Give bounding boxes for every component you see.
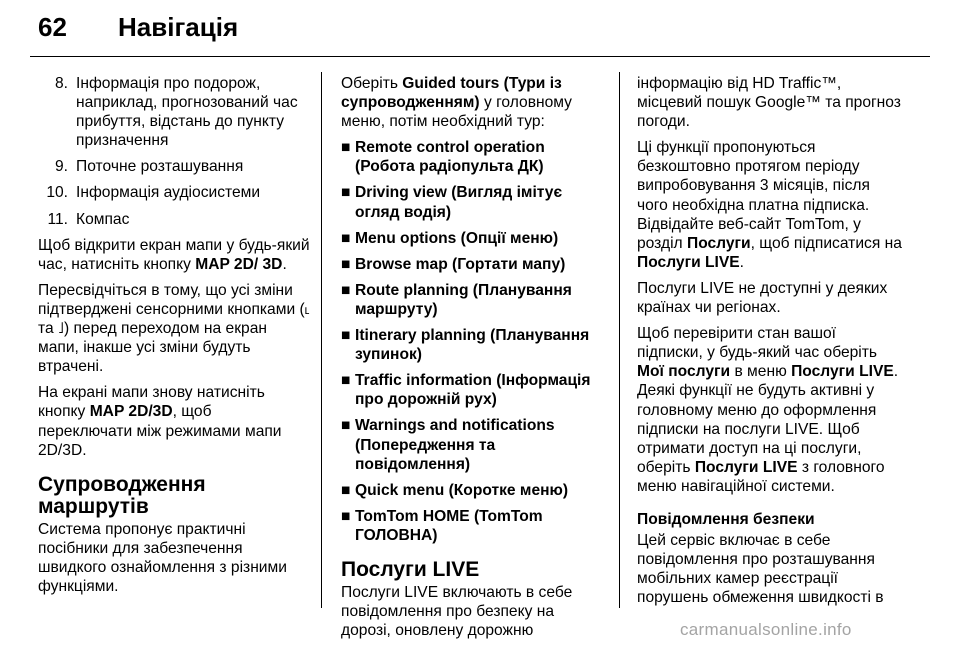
paragraph: Щоб відкрити екран мапи у будь-який час, натисніть кнопку MAP 2D/ 3D. (38, 236, 310, 273)
paragraph: Оберіть Guided tours (Тури із супроводженням) у головному меню, потім необхідний тур: (341, 75, 572, 131)
list-item: ■ Itinerary planning (Планування зупинок) (341, 327, 590, 364)
list-item: ■ Route planning (Планування маршруту) (341, 281, 572, 318)
list-item: ■ Browse map (Гортати мапу) (341, 255, 566, 273)
list-item: ■ Traffic information (Інформація про дорожній рух) (341, 372, 591, 409)
section-heading: Повідомлення безпеки (637, 510, 815, 528)
list-item: 8. Інформація про подорож, наприклад, прогнозований час прибуття, відстань до пункту призначення (54, 75, 298, 150)
list-item: 9. Поточне розташування (54, 158, 244, 176)
list-item: ■ Driving view (Вигляд імітує огляд водія) (341, 184, 563, 221)
list-item: ■ Remote control operation (Робота радіопульта ДК) (341, 139, 545, 176)
list-item: 10. Інформація аудіосистеми (46, 184, 261, 202)
map-legend-list (38, 74, 310, 229)
column-1 (38, 74, 310, 603)
list-item: ■ Quick menu (Коротке меню) (341, 481, 569, 499)
list-item: 11. Компас (47, 210, 130, 228)
column-2 (341, 74, 607, 647)
paragraph: Щоб перевірити стан вашої підписки, у будь-який час оберіть Мої послуги в меню Послуги LIVE. Деякі функції не будуть активні у головному меню до оформлення підписки на послуги LIVE. Щоб отримати доступ на ці послуги, оберіть Послуги LIVE з головного меню навігаційної системи. (637, 325, 899, 495)
paragraph: Цей сервіс включає в себе повідомлення про розташування мобільних камер реєстрації порушень обмеження швидкості в (637, 532, 884, 607)
column-divider (321, 72, 322, 608)
page-number: 62 (38, 12, 67, 42)
paragraph: На екрані мапи знову натисніть кнопку MAP 2D/3D, щоб переключати між режимами мапи 2D/3D. (38, 384, 282, 459)
column-3 (637, 74, 903, 614)
header-rule (30, 56, 930, 57)
paragraph: Пересвідчіться в тому, що усі зміни підтверджені сенсорними кнопками (˪ та ˩) перед переходом на екран мапи, інакше усі зміни будуть втрачені. (38, 281, 310, 376)
page-title: Навігація (118, 12, 239, 42)
paragraph: Система пропонує практичні посібники для забезпечення швидкого ознайомлення з різними функціями. (38, 520, 287, 595)
section-heading: Послуги LIVE (341, 557, 480, 581)
watermark: carmanualsonline.info (680, 620, 852, 639)
list-item: ■ Menu options (Опції меню) (341, 229, 559, 247)
paragraph: Ці функції пропонуються безкоштовно протягом періоду випробовування 3 місяців, після чого необхідна платна підписка. Відвідайте веб-сайт TomTom, у розділ Послуги, щоб підписатися на Послуги LIVE. (637, 139, 902, 271)
section-heading: Супроводження маршрутів (38, 472, 206, 518)
column-divider (619, 72, 620, 608)
list-item: ■ Warnings and notifications (Попередження та повідомлення) (341, 417, 555, 473)
paragraph: Послуги LIVE включають в себе повідомлення про безпеку на дорозі, оновлену дорожню (341, 583, 573, 640)
paragraph: інформацію від HD Traffic™, місцевий пошук Google™ та прогноз погоди. (637, 75, 901, 131)
tours-list (341, 138, 607, 545)
paragraph: Послуги LIVE не доступні у деяких країнах чи регіонах. (637, 279, 888, 317)
list-item: ■ TomTom HOME (TomTom ГОЛОВНА) (341, 507, 543, 544)
